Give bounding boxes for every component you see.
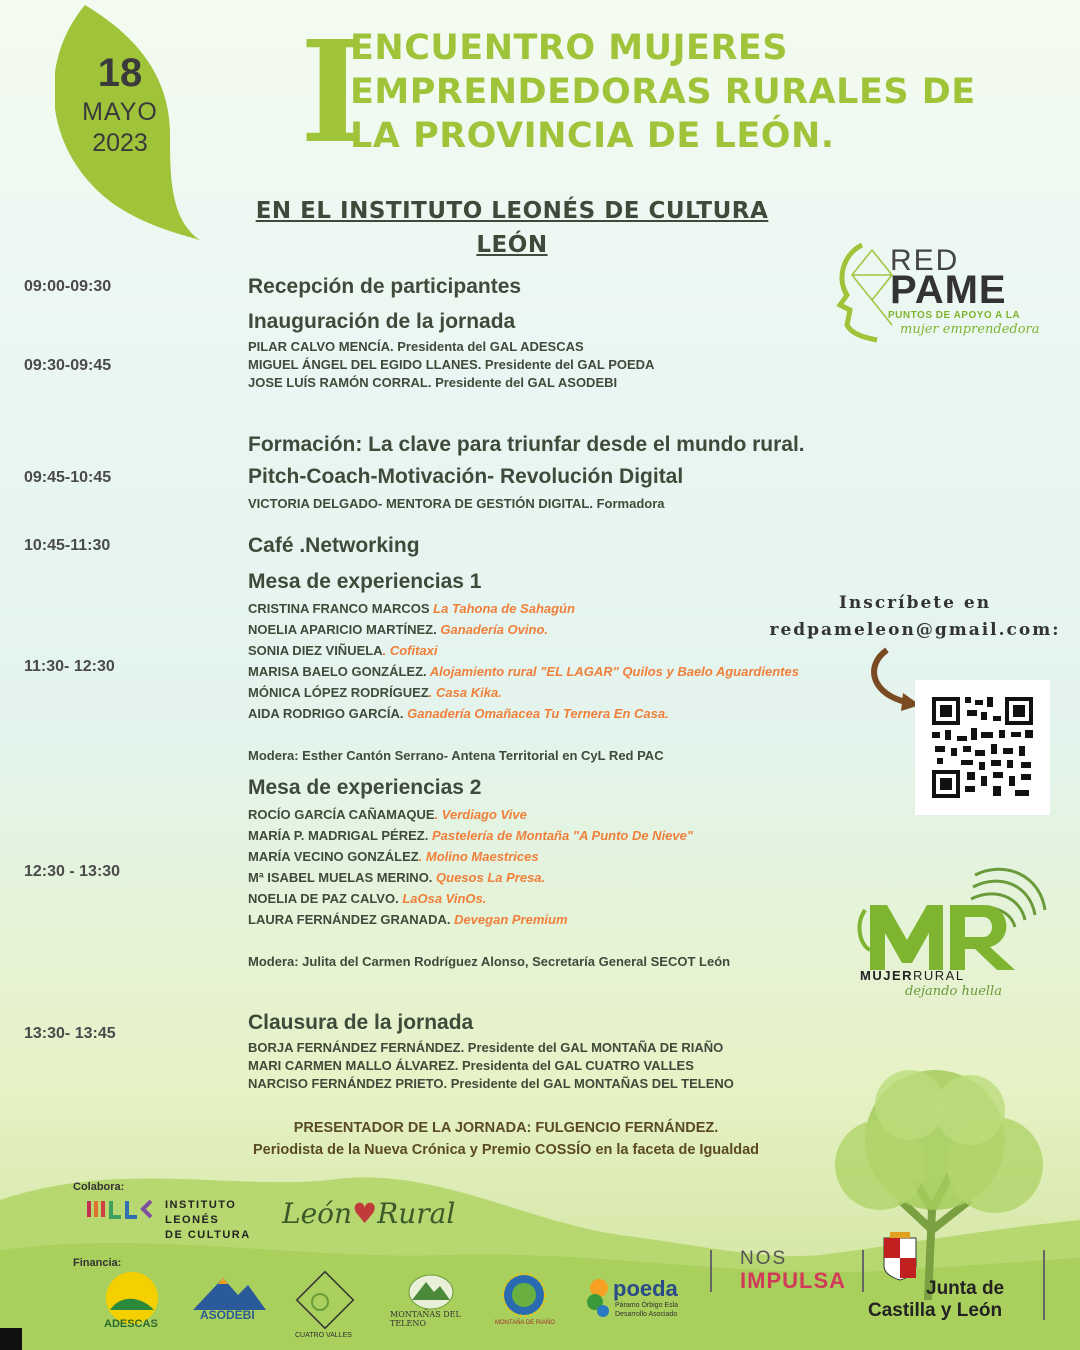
participant-line: NOELIA DE PAZ CALVO. LaOsa VinOs.: [248, 891, 487, 906]
session-heading: Formación: La clave para triunfar desde el mundo rural.: [248, 433, 805, 456]
time-slot: 09:00-09:30: [24, 278, 112, 295]
cuatro-valles-icon: [295, 1270, 355, 1330]
event-date: [60, 50, 180, 158]
time-slot: 09:30-09:45: [24, 357, 112, 374]
schedule-item-reception: [248, 271, 888, 303]
signup-callout: [760, 590, 1070, 644]
participant-line: Mª ISABEL MUELAS MERINO. Quesos La Presa.: [248, 870, 546, 885]
poeda-icon: [585, 1278, 613, 1318]
pame-red-label: RED: [890, 244, 960, 277]
session-heading: Inauguración de la jornada: [248, 310, 516, 333]
schedule-item-closing: [248, 1007, 888, 1093]
participant-line: SONIA DIEZ VIÑUELA. Cofitaxi: [248, 643, 438, 658]
presenter-line: Periodista de la Nueva Crónica y Premio COSSÍO en la faceta de Igualdad: [252, 1142, 760, 1158]
mujer-rural-tagline: dejando huella: [905, 984, 1002, 999]
moderator-line: Modera: Esther Cantón Serrano- Antena Territorial en CyL Red PAC: [248, 748, 664, 763]
signup-label: Inscríbete en: [838, 593, 992, 613]
qr-code-icon: [915, 680, 1050, 815]
title-line: EMPRENDEDORAS RURALES DE: [350, 72, 976, 112]
junta-cyl-logo: Junta de Castilla y León: [868, 1278, 1005, 1321]
session-heading: Clausura de la jornada: [248, 1011, 474, 1034]
montana-riano-logo: MONTAÑA DE RIAÑO: [495, 1270, 555, 1340]
participant-line: CRISTINA FRANCO MARCOS La Tahona de Sahagún: [248, 601, 575, 616]
poeda-logo: poeda Páramo Órbigo Esla Desarrollo Asociado: [585, 1270, 695, 1340]
coat-of-arms-icon: [880, 1232, 920, 1282]
session-heading: Café .Networking: [248, 534, 420, 557]
date-year: 2023: [92, 129, 148, 157]
schedule-item-coffee: [248, 530, 888, 562]
pame-label: PAME: [890, 268, 1007, 312]
adescas-logo: ADESCAS: [100, 1270, 170, 1340]
date-month: MAYO: [82, 98, 158, 126]
presenter-line: PRESENTADOR DE LA JORNADA: FULGENCIO FERNÁNDEZ.: [293, 1120, 719, 1136]
nos-impulsa-label: IMPULSA: [740, 1268, 846, 1293]
cuatro-valles-logo: CUATRO VALLES: [295, 1270, 355, 1340]
participant-line: MARISA BAELO GONZÁLEZ. Alojamiento rural "EL LAGAR" Quilos y Baelo Aguardientes: [248, 664, 799, 679]
moderator-line: Modera: Julita del Carmen Rodríguez Alonso, Secretaría General SECOT León: [248, 954, 731, 969]
date-day: 18: [97, 51, 143, 95]
divider: [862, 1250, 864, 1292]
montanas-teleno-logo: MONTAÑAS DEL TELENO: [388, 1270, 478, 1340]
speaker-line: BORJA FERNÁNDEZ FERNÁNDEZ. Presidente del GAL MONTAÑA DE RIAÑO: [248, 1040, 724, 1055]
participant-line: LAURA FERNÁNDEZ GRANADA. Devegan Premium: [248, 912, 568, 927]
participant-line: MARÍA P. MADRIGAL PÉREZ. Pastelería de Montaña "A Punto De Nieve": [248, 828, 694, 843]
divider: [710, 1250, 712, 1292]
event-title: [350, 26, 1050, 158]
divider: [1043, 1250, 1045, 1320]
teleno-mountain-icon: [406, 1270, 456, 1310]
session-heading: Recepción de participantes: [248, 275, 522, 298]
venue-line: EN EL INSTITUTO LEONÉS DE CULTURA: [255, 198, 769, 224]
session-heading: Mesa de experiencias 1: [248, 570, 482, 593]
participant-line: AIDA RODRIGO GARCÍA. Ganadería Omañacea Tu Ternera En Casa.: [248, 706, 669, 721]
time-slot: 09:45-10:45: [24, 469, 112, 486]
speaker-line: VICTORIA DELGADO- MENTORA DE GESTIÓN DIGITAL. Formadora: [248, 496, 665, 511]
participant-line: NOELIA APARICIO MARTÍNEZ. Ganadería Ovino.: [248, 622, 549, 637]
session-heading: Mesa de experiencias 2: [248, 776, 482, 799]
schedule-item-panel-2: [248, 772, 888, 972]
speaker-line: MIGUEL ÁNGEL DEL EGIDO LLANES. Presidente del GAL POEDA: [248, 357, 655, 372]
nos-impulsa-top: NOS: [740, 1248, 788, 1269]
participant-line: MÓNICA LÓPEZ RODRÍGUEZ. Casa Kika.: [248, 685, 502, 700]
time-slot: 11:30- 12:30: [24, 658, 115, 675]
signup-email[interactable]: redpameleon@gmail.com:: [769, 620, 1061, 640]
time-slot: 13:30- 13:45: [24, 1025, 116, 1042]
ilc-logo-icon: [87, 1198, 157, 1220]
pame-subtitle: PUNTOS DE APOYO A LA: [888, 310, 1021, 321]
session-subheading: Pitch-Coach-Motivación- Revolución Digital: [248, 465, 684, 488]
schedule-item-training: [248, 429, 888, 514]
title-initial: I: [300, 11, 366, 175]
mujer-rural-label: MUJERRURAL: [860, 968, 965, 983]
leon-rural-heart-icon: ♥: [352, 1197, 378, 1230]
speaker-line: MARI CARMEN MALLO ÁLVAREZ. Presidenta del GAL CUATRO VALLES: [248, 1058, 694, 1073]
tree-illustration: [810, 1060, 1060, 1300]
ilc-logo-text: INSTITUTO LEONÉS DE CULTURA: [165, 1199, 251, 1241]
participant-line: ROCÍO GARCÍA CAÑAMAQUE. Verdiago Vive: [248, 807, 527, 822]
qr-code[interactable]: [915, 680, 1050, 815]
schedule-item-inauguration: [248, 306, 888, 392]
participant-line: MARÍA VECINO GONZÁLEZ. Molino Maestrices: [248, 849, 539, 864]
riano-emblem-icon: [499, 1270, 549, 1320]
venue: [200, 194, 824, 262]
time-slot: 10:45-11:30: [24, 537, 111, 554]
pame-script: mujer emprendedora: [900, 322, 1040, 337]
asodebi-logo: ASODEBI: [188, 1270, 278, 1340]
colabora-label: Colabora:: [73, 1181, 125, 1193]
title-line: LA PROVINCIA DE LEÓN.: [350, 116, 835, 156]
venue-city: LEÓN: [476, 232, 548, 258]
leon-rural-logo: León♥Rural: [282, 1197, 456, 1230]
time-slot: 12:30 - 13:30: [24, 863, 121, 880]
speaker-line: NARCISO FERNÁNDEZ PRIETO. Presidente del GAL MONTAÑAS DEL TELENO: [248, 1076, 734, 1091]
corner-mark: [0, 1328, 22, 1350]
financia-label: Financia:: [73, 1257, 122, 1269]
presenter-info: [200, 1117, 812, 1161]
speaker-line: JOSE LUÍS RAMÓN CORRAL. Presidente del GAL ASODEBI: [248, 375, 618, 390]
speaker-line: PILAR CALVO MENCÍA. Presidenta del GAL ADESCAS: [248, 339, 584, 354]
title-line: ENCUENTRO MUJERES: [350, 28, 789, 68]
